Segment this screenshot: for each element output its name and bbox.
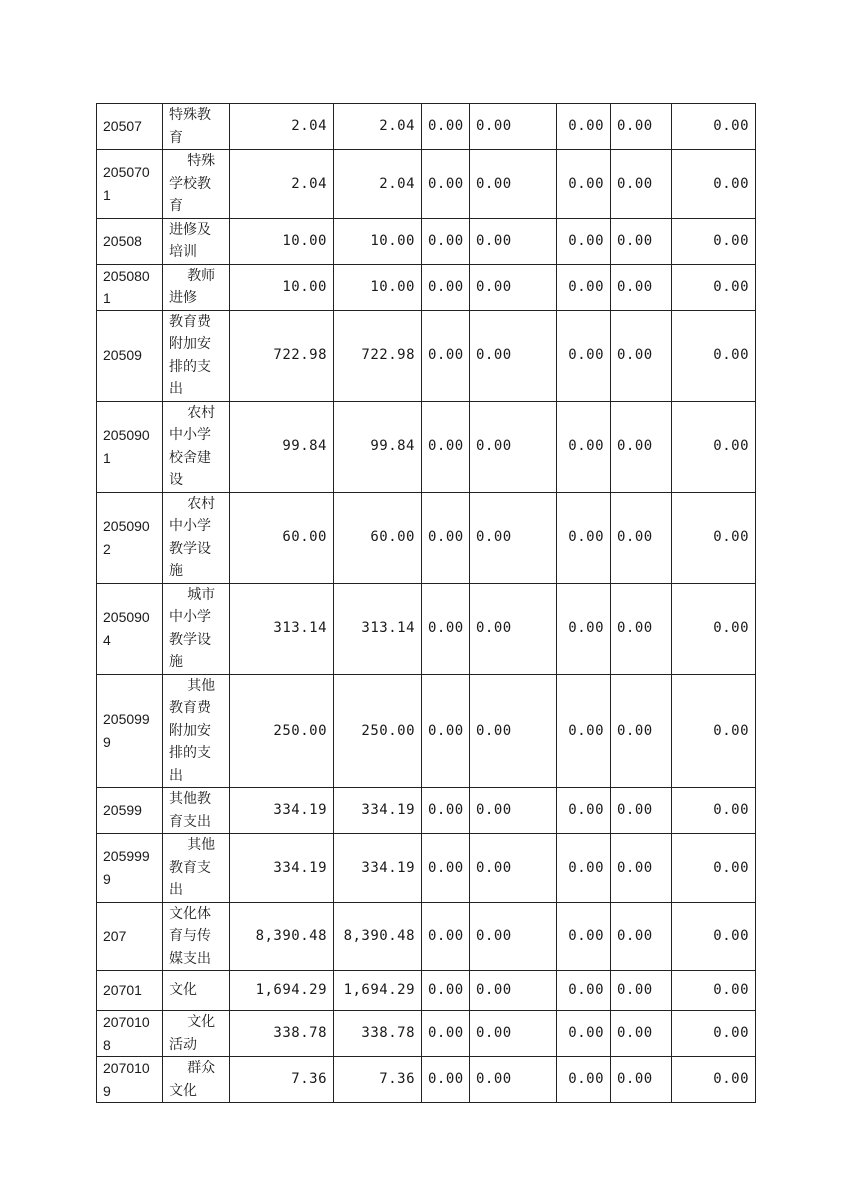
row-name: 教师进修	[163, 264, 230, 310]
row-amount-total: 1,694.29	[230, 971, 334, 1011]
row-amount-total: 2.04	[230, 150, 334, 219]
row-amount-c7: 0.00	[672, 264, 756, 310]
row-amount-budget: 1,694.29	[334, 971, 422, 1011]
row-code: 20508	[97, 218, 163, 264]
row-amount-c5: 0.00	[557, 902, 611, 971]
row-amount-c4: 0.00	[470, 492, 557, 583]
row-amount-c4: 0.00	[470, 1011, 557, 1057]
row-amount-c5: 0.00	[557, 492, 611, 583]
table-row	[97, 150, 756, 219]
row-amount-total: 338.78	[230, 1011, 334, 1057]
row-amount-c6: 0.00	[611, 834, 672, 903]
row-amount-c6: 0.00	[611, 401, 672, 492]
row-amount-budget: 10.00	[334, 264, 422, 310]
row-name: 群众文化	[163, 1057, 230, 1103]
row-amount-c6: 0.00	[611, 674, 672, 788]
row-amount-budget: 338.78	[334, 1011, 422, 1057]
row-amount-c6: 0.00	[611, 583, 672, 674]
table-row	[97, 1057, 756, 1103]
row-amount-c5: 0.00	[557, 310, 611, 401]
row-amount-budget: 2.04	[334, 150, 422, 219]
row-code: 20701	[97, 971, 163, 1011]
table-row	[97, 971, 756, 1011]
row-amount-c7: 0.00	[672, 788, 756, 834]
row-amount-c6: 0.00	[611, 788, 672, 834]
row-amount-c5: 0.00	[557, 834, 611, 903]
row-amount-c7: 0.00	[672, 583, 756, 674]
row-amount-c5: 0.00	[557, 1011, 611, 1057]
row-amount-c7: 0.00	[672, 104, 756, 150]
row-amount-c6: 0.00	[611, 150, 672, 219]
table-row	[97, 218, 756, 264]
row-amount-budget: 7.36	[334, 1057, 422, 1103]
row-amount-c6: 0.00	[611, 264, 672, 310]
row-amount-c3: 0.00	[422, 218, 470, 264]
row-amount-c5: 0.00	[557, 583, 611, 674]
row-amount-c4: 0.00	[470, 788, 557, 834]
row-amount-c7: 0.00	[672, 674, 756, 788]
row-amount-budget: 10.00	[334, 218, 422, 264]
row-amount-c4: 0.00	[470, 310, 557, 401]
row-amount-c6: 0.00	[611, 310, 672, 401]
row-amount-c7: 0.00	[672, 1011, 756, 1057]
row-amount-c3: 0.00	[422, 583, 470, 674]
row-amount-c7: 0.00	[672, 310, 756, 401]
row-code: 2050902	[97, 492, 163, 583]
row-amount-c4: 0.00	[470, 902, 557, 971]
table-row	[97, 1011, 756, 1057]
row-amount-c3: 0.00	[422, 492, 470, 583]
row-amount-c3: 0.00	[422, 674, 470, 788]
row-code: 2050701	[97, 150, 163, 219]
row-amount-c4: 0.00	[470, 674, 557, 788]
row-amount-c3: 0.00	[422, 310, 470, 401]
row-amount-c6: 0.00	[611, 492, 672, 583]
row-amount-c3: 0.00	[422, 788, 470, 834]
row-amount-c3: 0.00	[422, 1011, 470, 1057]
row-name: 其他教育费附加安排的支出	[163, 674, 230, 788]
table-row	[97, 104, 756, 150]
row-amount-c7: 0.00	[672, 218, 756, 264]
row-amount-budget: 8,390.48	[334, 902, 422, 971]
row-amount-total: 334.19	[230, 788, 334, 834]
row-amount-c6: 0.00	[611, 104, 672, 150]
row-name: 其他教育支出	[163, 834, 230, 903]
row-code: 20599	[97, 788, 163, 834]
row-amount-c6: 0.00	[611, 1057, 672, 1103]
row-code: 2059999	[97, 834, 163, 903]
row-name: 特殊学校教育	[163, 150, 230, 219]
table-row	[97, 401, 756, 492]
row-name: 城市中小学教学设施	[163, 583, 230, 674]
row-amount-total: 60.00	[230, 492, 334, 583]
row-amount-c7: 0.00	[672, 834, 756, 903]
row-code: 2070109	[97, 1057, 163, 1103]
row-amount-budget: 250.00	[334, 674, 422, 788]
row-name: 进修及培训	[163, 218, 230, 264]
row-code: 2050801	[97, 264, 163, 310]
row-amount-c5: 0.00	[557, 788, 611, 834]
row-amount-c5: 0.00	[557, 971, 611, 1011]
row-amount-c7: 0.00	[672, 971, 756, 1011]
row-amount-c5: 0.00	[557, 264, 611, 310]
table-row	[97, 834, 756, 903]
row-amount-c3: 0.00	[422, 1057, 470, 1103]
row-name: 文化体育与传媒支出	[163, 902, 230, 971]
row-code: 2070108	[97, 1011, 163, 1057]
row-amount-budget: 334.19	[334, 788, 422, 834]
row-amount-c5: 0.00	[557, 104, 611, 150]
row-amount-c7: 0.00	[672, 150, 756, 219]
budget-table	[96, 103, 756, 1103]
row-amount-c4: 0.00	[470, 834, 557, 903]
row-amount-c7: 0.00	[672, 401, 756, 492]
row-code: 2050999	[97, 674, 163, 788]
row-amount-c4: 0.00	[470, 150, 557, 219]
row-amount-c7: 0.00	[672, 1057, 756, 1103]
row-amount-c4: 0.00	[470, 264, 557, 310]
row-amount-c7: 0.00	[672, 492, 756, 583]
row-name: 农村中小学校舍建设	[163, 401, 230, 492]
row-code: 2050904	[97, 583, 163, 674]
row-amount-c4: 0.00	[470, 583, 557, 674]
row-name: 文化活动	[163, 1011, 230, 1057]
row-amount-c3: 0.00	[422, 401, 470, 492]
row-amount-c3: 0.00	[422, 971, 470, 1011]
row-amount-total: 7.36	[230, 1057, 334, 1103]
row-amount-c4: 0.00	[470, 1057, 557, 1103]
row-amount-budget: 2.04	[334, 104, 422, 150]
row-amount-c4: 0.00	[470, 401, 557, 492]
row-amount-budget: 99.84	[334, 401, 422, 492]
row-amount-c3: 0.00	[422, 902, 470, 971]
row-code: 20509	[97, 310, 163, 401]
row-amount-c6: 0.00	[611, 1011, 672, 1057]
row-name: 农村中小学教学设施	[163, 492, 230, 583]
table-row	[97, 674, 756, 788]
row-amount-c3: 0.00	[422, 150, 470, 219]
row-amount-c5: 0.00	[557, 218, 611, 264]
row-code: 207	[97, 902, 163, 971]
row-name: 文化	[163, 971, 230, 1011]
row-amount-budget: 60.00	[334, 492, 422, 583]
table-row	[97, 902, 756, 971]
row-amount-total: 334.19	[230, 834, 334, 903]
row-amount-c3: 0.00	[422, 104, 470, 150]
table-row	[97, 310, 756, 401]
row-amount-c5: 0.00	[557, 150, 611, 219]
row-amount-total: 2.04	[230, 104, 334, 150]
row-amount-budget: 334.19	[334, 834, 422, 903]
row-amount-c4: 0.00	[470, 218, 557, 264]
row-amount-c3: 0.00	[422, 264, 470, 310]
row-amount-total: 10.00	[230, 218, 334, 264]
row-name: 教育费附加安排的支出	[163, 310, 230, 401]
table-row	[97, 264, 756, 310]
row-amount-budget: 313.14	[334, 583, 422, 674]
row-amount-total: 722.98	[230, 310, 334, 401]
row-amount-c6: 0.00	[611, 971, 672, 1011]
row-name: 特殊教育	[163, 104, 230, 150]
row-amount-total: 99.84	[230, 401, 334, 492]
table-body	[97, 104, 756, 1103]
row-amount-c6: 0.00	[611, 218, 672, 264]
row-amount-c5: 0.00	[557, 674, 611, 788]
row-amount-total: 313.14	[230, 583, 334, 674]
row-amount-total: 8,390.48	[230, 902, 334, 971]
row-amount-c4: 0.00	[470, 971, 557, 1011]
row-amount-total: 250.00	[230, 674, 334, 788]
row-amount-budget: 722.98	[334, 310, 422, 401]
table-row	[97, 583, 756, 674]
row-code: 2050901	[97, 401, 163, 492]
row-code: 20507	[97, 104, 163, 150]
row-name: 其他教育支出	[163, 788, 230, 834]
row-amount-c5: 0.00	[557, 1057, 611, 1103]
table-row	[97, 788, 756, 834]
row-amount-c4: 0.00	[470, 104, 557, 150]
row-amount-c3: 0.00	[422, 834, 470, 903]
row-amount-c7: 0.00	[672, 902, 756, 971]
row-amount-total: 10.00	[230, 264, 334, 310]
table-row	[97, 492, 756, 583]
row-amount-c5: 0.00	[557, 401, 611, 492]
row-amount-c6: 0.00	[611, 902, 672, 971]
